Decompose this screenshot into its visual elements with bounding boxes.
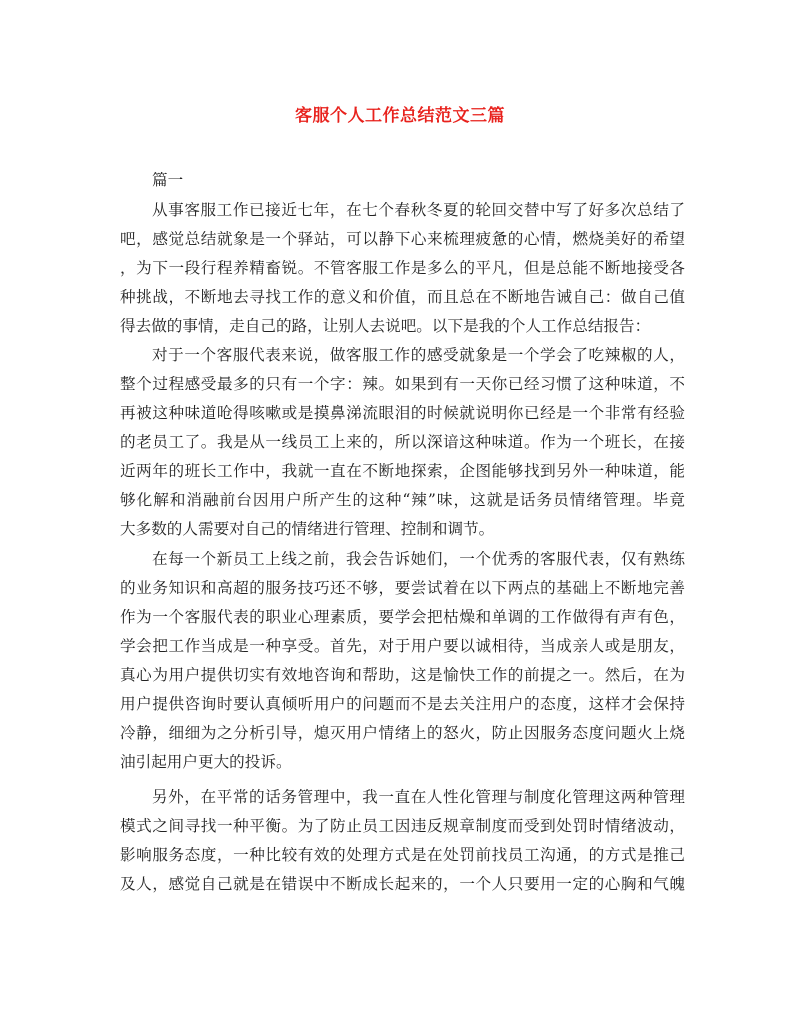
paragraph-line: 用户提供咨询时要认真倾听用户的问题而不是去关注用户的态度，这样才会保持 (120, 695, 685, 713)
paragraph-line: 及人，感觉自己就是在错误中不断成长起来的，一个人只要用一定的心胸和气魄 (120, 875, 685, 893)
paragraph-line: 油引起用户更大的投诉。 (120, 753, 292, 771)
paragraph-line: 影响服务态度，一种比较有效的处理方式是在处罚前找员工沟通，的方式是推己 (120, 846, 685, 864)
paragraph-line: 学会把工作当成是一种享受。首先，对于用户要以诚相待，当成亲人或是朋友， (120, 637, 685, 655)
paragraph-line: 够化解和消融前台因用户所产生的这种“辣”味，这就是话务员情绪管理。毕竟 (120, 491, 685, 509)
section-heading: 篇一 (152, 171, 184, 189)
paragraph-line: ，为下一段行程养精畜锐。不管客服工作是多么的平凡，但是总能不断地接受各 (120, 259, 685, 277)
paragraph-line: 种挑战，不断地去寻找工作的意义和价值，而且总在不断地告诫自己：做自己值 (120, 288, 685, 306)
document-title: 客服个人工作总结范文三篇 (295, 106, 505, 126)
paragraph-line: 从事客服工作已接近七年，在七个春秋冬夏的轮回交替中写了好多次总结了 (152, 201, 685, 219)
paragraph-line: 冷静，细细为之分析引导，熄灭用户情绪上的怒火，防止因服务态度问题火上烧 (120, 724, 685, 742)
paragraph-line: 得去做的事情，走自己的路，让别人去说吧。以下是我的个人工作总结报告： (120, 317, 651, 335)
paragraph-line: 真心为用户提供切实有效地咨询和帮助，这是愉快工作的前提之一。然后，在为 (120, 666, 685, 684)
paragraph-line: 近两年的班长工作中，我就一直在不断地探索，企图能够找到另外一种味道，能 (120, 462, 685, 480)
paragraph-line: 吧，感觉总结就象是一个驿站，可以静下心来梳理疲惫的心情，燃烧美好的希望 (120, 230, 685, 248)
paragraph-line: 对于一个客服代表来说，做客服工作的感受就象是一个学会了吃辣椒的人， (152, 346, 685, 364)
paragraph-line: 在每一个新员工上线之前，我会告诉她们，一个优秀的客服代表，仅有熟练 (152, 550, 685, 568)
paragraph-line: 再被这种味道呛得咳嗽或是摸鼻涕流眼泪的时候就说明你已经是一个非常有经验 (120, 404, 685, 422)
paragraph-line: 另外，在平常的话务管理中，我一直在人性化管理与制度化管理这两种管理 (152, 788, 685, 806)
paragraph-line: 的老员工了。我是从一线员工上来的，所以深谙这种味道。作为一个班长，在接 (120, 433, 685, 451)
paragraph-line: 大多数的人需要对自己的情绪进行管理、控制和调节。 (120, 520, 495, 538)
paragraph-line: 整个过程感受最多的只有一个字：辣。如果到有一天你已经习惯了这种味道，不 (120, 375, 685, 393)
paragraph-line: 作为一个客服代表的职业心理素质，要学会把枯燥和单调的工作做得有声有色， (120, 608, 685, 626)
paragraph-line: 的业务知识和高超的服务技巧还不够，要尝试着在以下两点的基础上不断地完善 (120, 579, 685, 597)
paragraph-line: 模式之间寻找一种平衡。为了防止员工因违反规章制度而受到处罚时情绪波动， (120, 817, 685, 835)
